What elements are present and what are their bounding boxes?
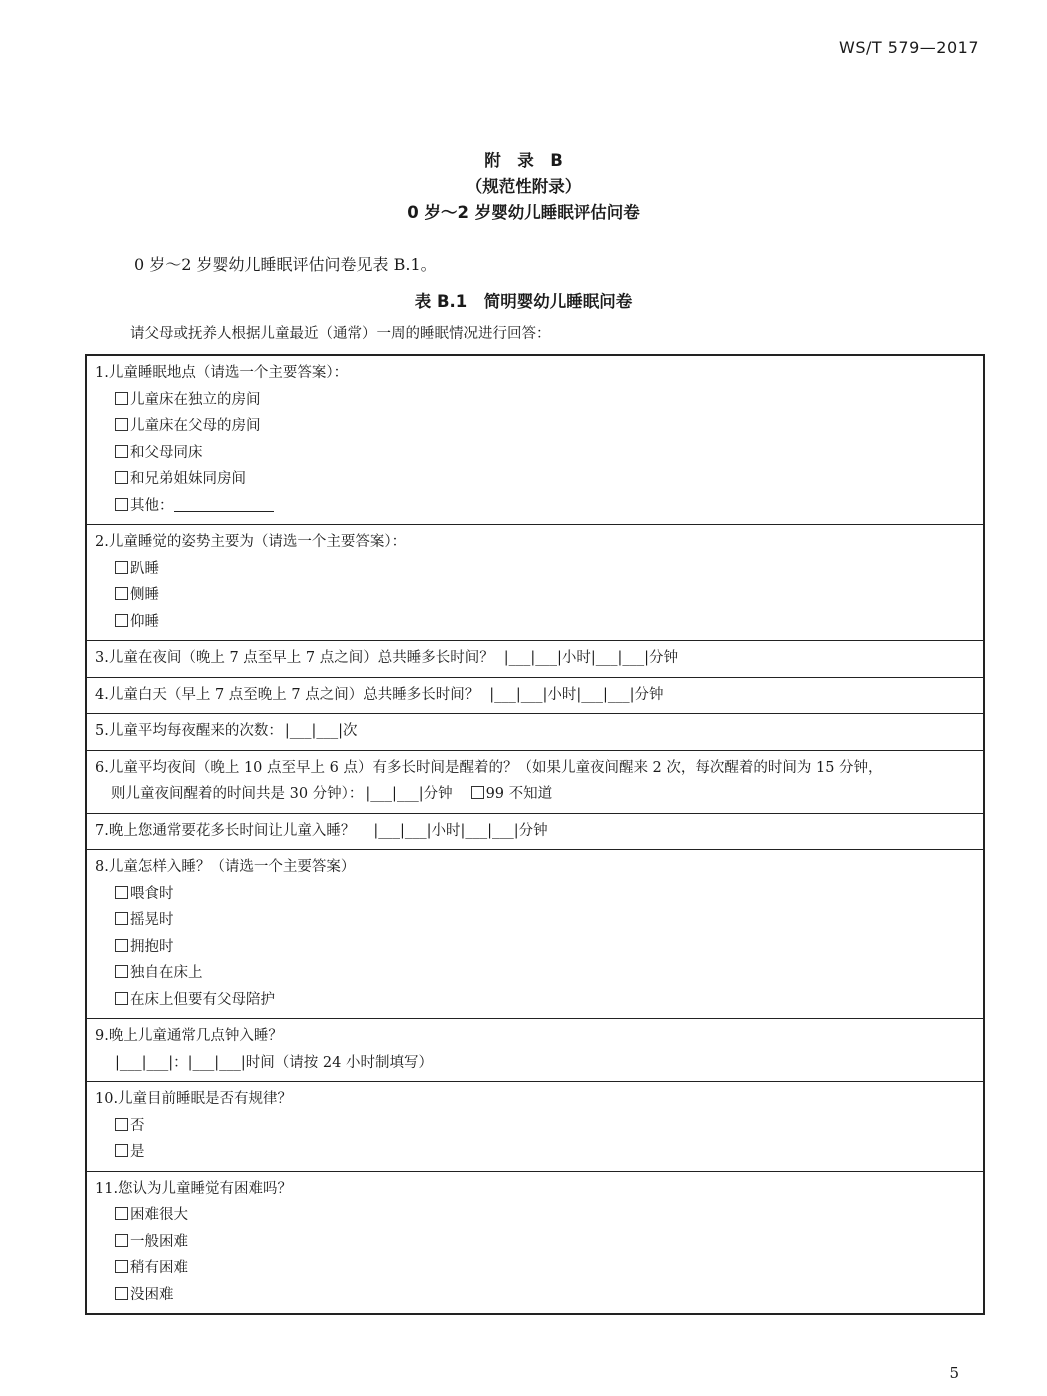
option[interactable]: 儿童床在父母的房间	[95, 413, 975, 440]
option[interactable]: 否	[95, 1113, 975, 1140]
checkbox-icon[interactable]	[115, 1234, 128, 1247]
appendix-label: 附 录 B	[484, 151, 563, 170]
checkbox-icon[interactable]	[115, 965, 128, 978]
checkbox-icon[interactable]	[115, 471, 128, 484]
option[interactable]: 仰睡	[95, 609, 975, 636]
appendix-type: （规范性附录）	[465, 177, 582, 196]
question-text: 2.儿童睡觉的姿势主要为（请选一个主要答案）：	[95, 534, 407, 550]
question-2	[87, 524, 983, 640]
question-text: 7.晚上您通常要花多长时间让儿童入睡？	[95, 822, 356, 839]
appendix-title: 0 岁～2 岁婴幼儿睡眠评估问卷	[407, 203, 640, 222]
option[interactable]: 一般困难	[95, 1229, 975, 1256]
option[interactable]: 趴睡	[95, 556, 975, 583]
question-6	[87, 750, 983, 813]
option[interactable]: 儿童床在独立的房间	[95, 387, 975, 414]
table-caption: 表 B.1 简明婴幼儿睡眠问卷	[414, 292, 633, 311]
question-9	[87, 1018, 983, 1081]
option[interactable]: 拥抱时	[95, 934, 975, 961]
question-text: 9.晚上儿童通常几点钟入睡？	[95, 1028, 283, 1044]
question-text: 10.儿童目前睡眠是否有规律？	[95, 1091, 293, 1107]
option-other[interactable]: 其他：	[95, 493, 975, 520]
standard-code: WS/T 579—2017	[839, 38, 979, 57]
question-1	[87, 356, 983, 524]
page-number: 5	[949, 1364, 959, 1382]
time-fill-field[interactable]: |___|___|小时|___|___|分钟	[373, 822, 548, 839]
checkbox-icon[interactable]	[115, 498, 128, 511]
time-fill-field[interactable]: |___|___|小时|___|___|分钟	[503, 650, 679, 666]
option[interactable]: 侧睡	[95, 582, 975, 609]
option[interactable]: 和兄弟姐妹同房间	[95, 466, 975, 493]
checkbox-icon[interactable]	[115, 614, 128, 627]
checkbox-icon[interactable]	[115, 445, 128, 458]
question-text: 1.儿童睡眠地点（请选一个主要答案）：	[95, 365, 349, 381]
option[interactable]: 和父母同床	[95, 440, 975, 467]
question-text: 4.儿童白天（早上 7 点至晚上 7 点之间）总共睡多长时间？	[95, 686, 480, 703]
question-10	[87, 1081, 983, 1171]
checkbox-icon[interactable]	[115, 992, 128, 1005]
checkbox-icon[interactable]	[115, 1287, 128, 1300]
other-blank-field[interactable]	[174, 497, 274, 512]
checkbox-icon[interactable]	[115, 912, 128, 925]
question-text: 11.您认为儿童睡觉有困难吗？	[95, 1180, 293, 1197]
question-8	[87, 849, 983, 1018]
option[interactable]: 在床上但要有父母陪护	[95, 987, 975, 1014]
checkbox-icon[interactable]	[115, 561, 128, 574]
instruction-text: 请父母或抚养人根据儿童最近（通常）一周的睡眠情况进行回答：	[130, 326, 551, 342]
option[interactable]: 困难很大	[95, 1202, 975, 1229]
checkbox-icon[interactable]	[471, 786, 484, 799]
checkbox-icon[interactable]	[115, 886, 128, 899]
checkbox-icon[interactable]	[115, 1207, 128, 1220]
time-fill-field[interactable]: |___|___|分钟	[365, 786, 453, 802]
question-text: 5.儿童平均每夜醒来的次数：	[95, 723, 283, 739]
checkbox-icon[interactable]	[115, 392, 128, 405]
question-text: 3.儿童在夜间（晚上 7 点至早上 7 点之间）总共睡多长时间？	[95, 650, 494, 666]
checkbox-icon[interactable]	[115, 587, 128, 600]
checkbox-icon[interactable]	[115, 1144, 128, 1157]
checkbox-icon[interactable]	[115, 939, 128, 952]
checkbox-icon[interactable]	[115, 1260, 128, 1273]
time-fill-field[interactable]: |___|___|小时|___|___|分钟	[489, 686, 664, 703]
question-text-continued: 则儿童夜间醒着的时间共是 30 分钟）：	[111, 786, 364, 802]
option[interactable]: 摇晃时	[95, 907, 975, 934]
checkbox-icon[interactable]	[115, 1118, 128, 1131]
option[interactable]: 稍有困难	[95, 1255, 975, 1282]
checkbox-icon[interactable]	[115, 418, 128, 431]
option[interactable]: 独自在床上	[95, 960, 975, 987]
clock-time-fill-field[interactable]: |___|___|：|___|___|时间（请按 24 小时制填写）	[115, 1054, 433, 1071]
question-text: 6.儿童平均夜间（晚上 10 点至早上 6 点）有多长时间是醒着的？（如果儿童夜间醒来 2 次，每次醒着的时间为 15 分钟，	[95, 759, 883, 776]
question-7	[87, 813, 983, 850]
option[interactable]: 没困难	[95, 1282, 975, 1309]
question-4	[87, 677, 983, 714]
questionnaire-table	[85, 354, 985, 1315]
question-3	[87, 640, 983, 677]
option[interactable]: 喂食时	[95, 881, 975, 908]
question-5	[87, 713, 983, 750]
question-11	[87, 1171, 983, 1314]
question-text: 8.儿童怎样入睡？（请选一个主要答案）	[95, 859, 356, 875]
option-unknown[interactable]: 99 不知道	[471, 786, 553, 802]
intro-text: 0 岁～2 岁婴幼儿睡眠评估问卷见表 B.1。	[134, 255, 437, 274]
option[interactable]: 是	[95, 1139, 975, 1166]
count-fill-field[interactable]: |___|___|次	[284, 723, 358, 739]
